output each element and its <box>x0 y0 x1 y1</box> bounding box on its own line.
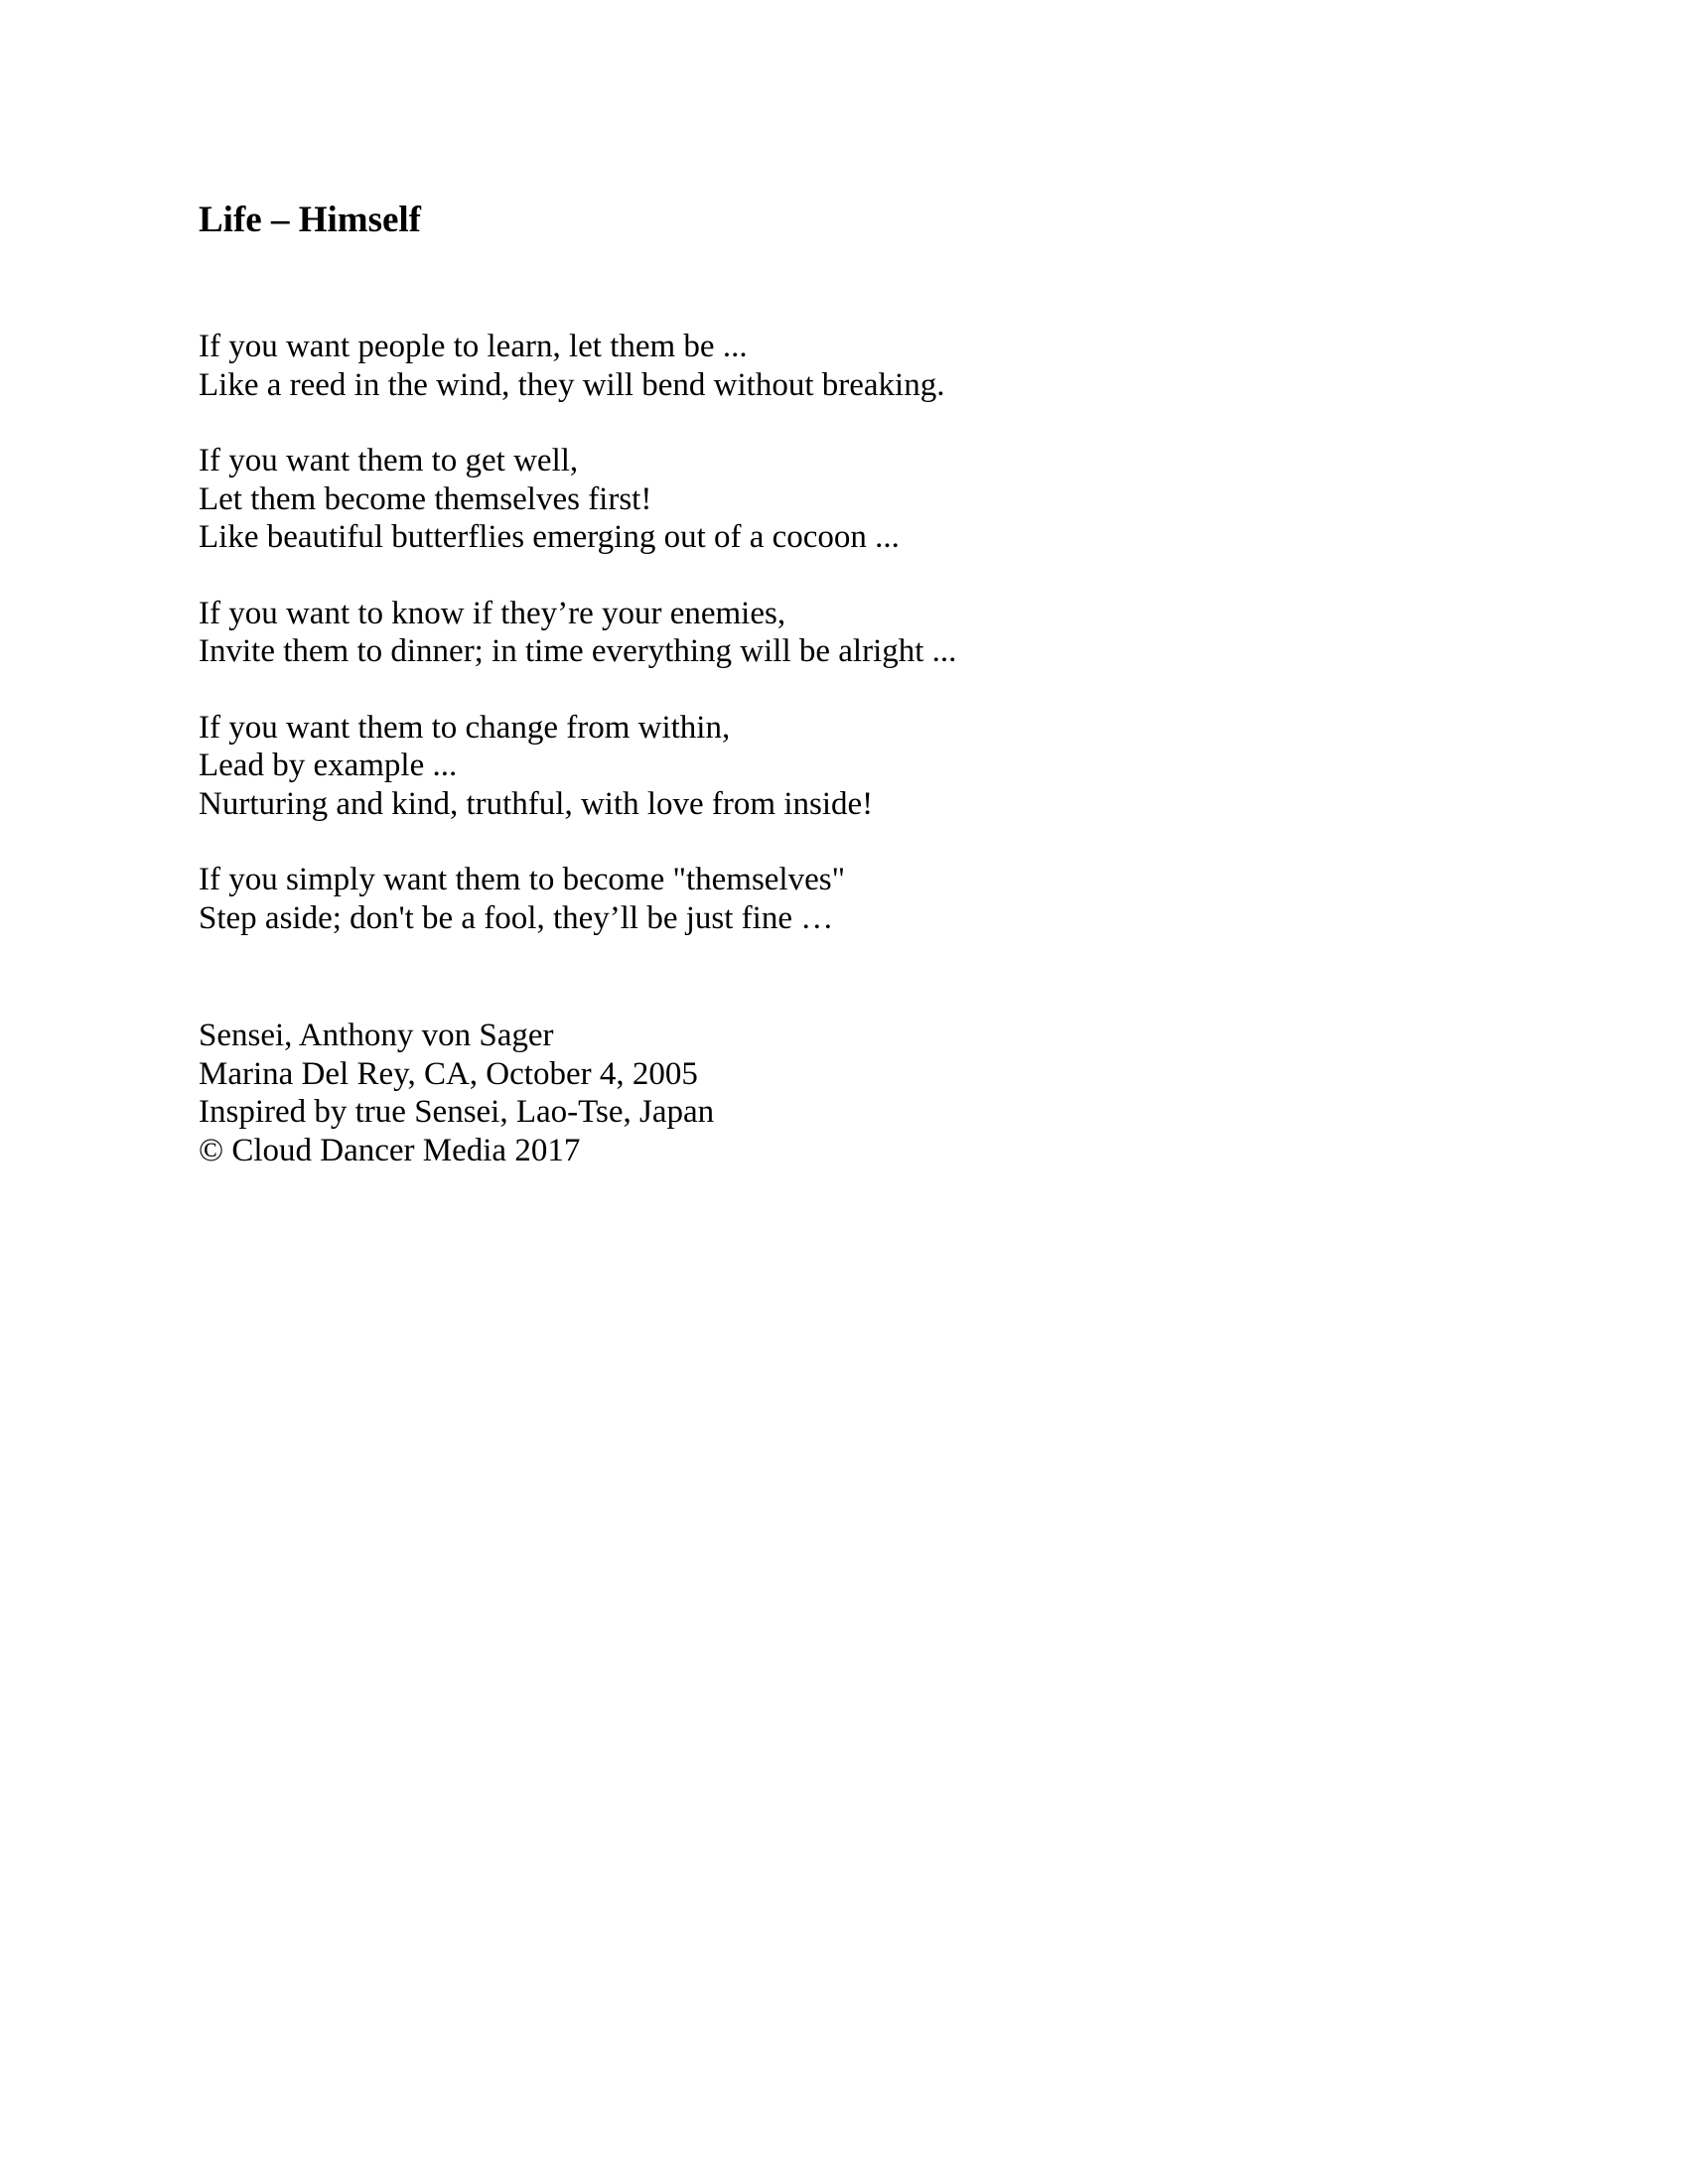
poem-line: Step aside; don't be a fool, they’ll be just fine … <box>199 899 834 936</box>
author-name: Sensei, Anthony von Sager <box>199 1018 554 1053</box>
stanza-3 <box>199 595 1489 671</box>
poem-line: If you simply want them to become "themselves" <box>199 862 846 897</box>
poem-line: If you want people to learn, let them be ... <box>199 329 748 364</box>
poem-line: Let them become themselves first! <box>199 480 652 517</box>
copyright-notice: © Cloud Dancer Media 2017 <box>199 1132 581 1168</box>
poem-line: Nurturing and kind, truthful, with love from inside! <box>199 785 874 822</box>
poem-line: Like beautiful butterflies emerging out of a cocoon ... <box>199 519 900 555</box>
stanza-2 <box>199 442 1489 557</box>
poem-line: If you want them to get well, <box>199 443 579 478</box>
stanza-5 <box>199 861 1489 937</box>
stanza-1 <box>199 328 1489 404</box>
poem-title: Life – Himself <box>199 200 422 240</box>
poem-line: Like a reed in the wind, they will bend without breaking. <box>199 366 945 403</box>
signature-block <box>199 1017 1489 1169</box>
place-date: Marina Del Rey, CA, October 4, 2005 <box>199 1055 698 1092</box>
stanza-4 <box>199 709 1489 824</box>
poem-line: If you want them to change from within, <box>199 709 731 746</box>
poem-line: Lead by example ... <box>199 748 458 783</box>
poem-body <box>199 328 1489 975</box>
poem-line: Invite them to dinner; in time everything will be alright ... <box>199 633 957 669</box>
poem-line: If you want to know if they’re your enemies, <box>199 595 786 631</box>
inspiration-note: Inspired by true Sensei, Lao-Tse, Japan <box>199 1094 715 1130</box>
